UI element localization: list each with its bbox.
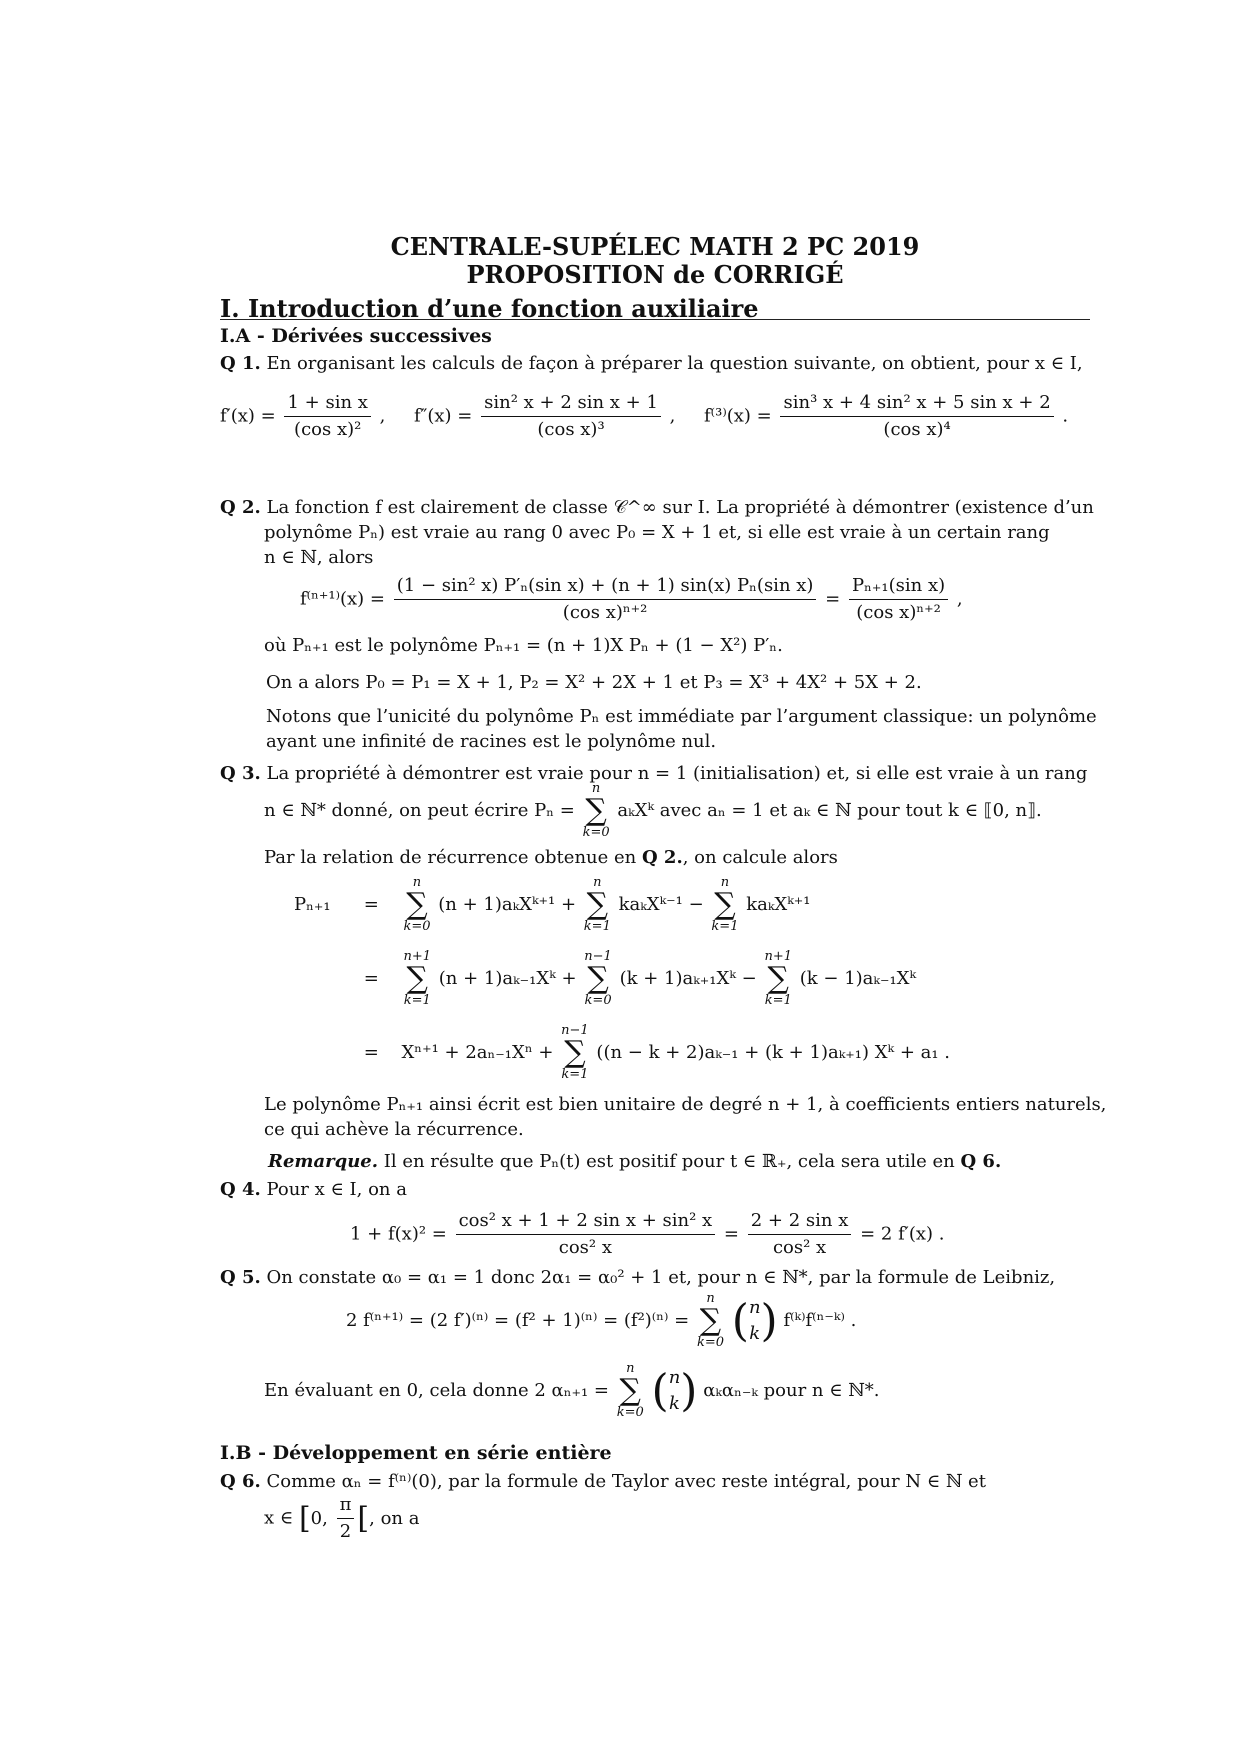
q3-row1-sum1 [403,876,430,934]
q3-row1-sum2 [584,876,611,934]
q6-line2a: x ∈ [264,1507,294,1529]
remark-text: Il en résulte que Pₙ(t) est positif pour t ∈ ℝ₊, cela sera utile en [383,1151,955,1172]
binom-top: n [748,1297,761,1318]
sigma: ∑ [767,961,789,996]
q5-sentence: On constate α₀ = α₁ = 1 donc 2α₁ = α₀² + 1 et, pour n ∈ ℕ*, par la formule de Leibniz, [266,1267,1056,1288]
q3-line4: Le polynôme Pₙ₊₁ ainsi écrit est bien unitaire de degré n + 1, à coefficients entiers naturels, [264,1094,1107,1115]
q3-eq-row2: = n+1 ∑ k=1 (n + 1)aₖ₋₁Xᵏ + n−1 ∑ k=0 (k + 1)aₖ₊₁Xᵏ − n+1 ∑ k=1 (k − 1)aₖ₋₁Xᵏ [363,949,917,1008]
q1-f1-num: 1 + sin x [284,390,370,417]
q6-label: Q 6. [220,1471,261,1492]
q2-eq-lhs: f⁽ⁿ⁺¹⁾(x) = [300,588,386,610]
q3-remark [268,1150,1001,1174]
lim: n+1 [403,949,432,964]
q3-row3-t2: ((n − k + 2)aₖ₋₁ + (k + 1)aₖ₊₁) Xᵏ + a₁ . [596,1042,951,1063]
q4-num1: cos² x + 1 + 2 sin x + sin² x [456,1208,716,1235]
q4-sentence: Pour x ∈ I, on a [266,1179,407,1200]
q1-f2-fraction [481,390,661,443]
q6-pi: π [337,1492,355,1519]
lim: n [626,1361,635,1376]
sum-lower: k=0 [582,825,610,840]
q5-binom: ( n k ) [731,1295,778,1347]
binom-top: n [668,1367,681,1388]
q1-f2-lhs: f″(x) = [414,405,473,427]
lim: k=1 [764,993,792,1008]
q3-line1-text: La propriété à démontrer est vraie pour n = 1 (initialisation) et, si elle est vraie à un rang [266,763,1088,784]
q3-eq-row1: Pₙ₊₁ = n ∑ k=0 (n + 1)aₖXᵏ⁺¹ + n ∑ k=1 kaₖXᵏ⁻¹ − n ∑ k=1 kaₖXᵏ⁺¹ [294,875,811,934]
q3-ref-q2: Q 2. [641,847,683,868]
q2-eq-num2: Pₙ₊₁(sin x) [849,573,948,600]
q5-eq-rhs: f⁽ᵏ⁾f⁽ⁿ⁻ᵏ⁾ . [783,1310,857,1331]
q2-line1-text: La fonction f est clairement de classe 𝒞^∞ sur I. La propriété à démontrer (existence d’un [266,497,1094,518]
q1-f1-den: (cos x)² [294,419,362,440]
q4-den2: cos² x [772,1237,827,1258]
sigma: ∑ [564,1035,586,1070]
q3-row1-lhs: Pₙ₊₁ [294,894,331,915]
q3-label: Q 3. [220,763,261,784]
q6-line2b: , on a [369,1508,420,1529]
q1-f3-lhs: f⁽³⁾(x) = [704,405,772,427]
q2-eq-den2: (cos x)ⁿ⁺² [856,602,941,623]
q3-row1-t2: kaₖXᵏ⁻¹ − [618,894,704,915]
sigma: ∑ [585,793,607,828]
sigma: ∑ [406,887,428,922]
lim: n [593,875,602,890]
q3-row2-sum1 [403,950,431,1008]
sigma: ∑ [699,1303,722,1338]
q4-eq-lhs: 1 + f(x)² = [350,1223,447,1245]
q4-text [220,1178,407,1202]
q3-eq-row3: = Xⁿ⁺¹ + 2aₙ₋₁Xⁿ + n−1 ∑ k=1 ((n − k + 2)aₖ₋₁ + (k + 1)aₖ₊₁) Xᵏ + a₁ . [363,1023,951,1082]
sigma: ∑ [714,887,736,922]
q3-row3-t1: Xⁿ⁺¹ + 2aₙ₋₁Xⁿ + [401,1042,554,1063]
q1-f2-den: (cos x)³ [537,419,605,440]
q5-line2a: En évaluant en 0, cela donne 2 αₙ₊₁ = [264,1380,609,1401]
remark-ref-q6: Q 6. [960,1151,1002,1172]
sigma: ∑ [587,961,609,996]
lim: k=1 [583,919,611,934]
q4-fraction1 [456,1208,716,1261]
q6-line1-text: Comme αₙ = f⁽ⁿ⁾(0), par la formule de Taylor avec reste intégral, pour N ∈ ℕ et [266,1471,986,1492]
q2-equation: f⁽ⁿ⁺¹⁾(x) = $\frac{\text{(1 − sin² x) P′ₙ(sin x) + (n + 1) sin(x) Pₙ(sin x)}}{\text{(cos x)ⁿ⁺²}}$ = $\frac{\text{Pₙ₊₁(sin x)}}{\text{(cos x)ⁿ⁺²}}$ , [300,573,963,626]
q2-eq-den: (cos x)ⁿ⁺² [562,602,648,623]
sigma: ∑ [619,1373,641,1408]
q1-f1-fraction [284,390,370,443]
q2-line1 [220,496,1094,520]
q1-label: Q 1. [220,353,261,374]
lim: k=1 [403,993,431,1008]
lim: k=0 [584,993,612,1008]
q6-line1 [220,1470,986,1494]
q3-row3-sum [561,1024,589,1082]
q1-text [220,352,1083,376]
q4-fraction2 [748,1208,852,1261]
q3-row2-t2: (k + 1)aₖ₊₁Xᵏ − [619,968,757,989]
q5-eq-lhs: 2 f⁽ⁿ⁺¹⁾ = (2 f′)⁽ⁿ⁾ = (f² + 1)⁽ⁿ⁾ = (f²)⁽ⁿ⁾ = [346,1310,690,1331]
subsection-b-heading: I.B - Développement en série entière [220,1442,612,1464]
q2-eq-num: (1 − sin² x) P′ₙ(sin x) + (n + 1) sin(x) Pₙ(sin x) [394,573,817,600]
lim: n−1 [561,1023,589,1038]
sigma: ∑ [406,961,428,996]
q5-label: Q 5. [220,1267,261,1288]
lim: n [720,875,730,890]
q3-row2-sum3 [764,950,792,1008]
q1-f2-num: sin² x + 2 sin x + 1 [481,390,661,417]
q3-line3b: , on calcule alors [682,847,838,868]
q3-row2-sum2 [584,950,612,1008]
q5-sum2 [617,1362,644,1420]
q3-line3 [264,846,838,870]
q5-line2 [264,1362,879,1420]
q2-line4: où Pₙ₊₁ est le polynôme Pₙ₊₁ = (n + 1)X Pₙ + (1 − X²) P′ₙ. [264,635,783,656]
doc-title-line1: CENTRALE-SUPÉLEC MATH 2 PC 2019 [390,232,920,261]
q3-row1-t1: (n + 1)aₖXᵏ⁺¹ + [438,894,577,915]
q5-binom2: ( n k ) [651,1365,698,1417]
q5-equation [346,1292,856,1350]
lim: k=0 [616,1405,644,1420]
lim: k=1 [561,1067,589,1082]
q4-num2: 2 + 2 sin x [748,1208,852,1235]
q3-line5: ce qui achève la récurrence. [264,1119,524,1140]
q3-row2-t3: (k − 1)aₖ₋₁Xᵏ [799,968,917,989]
section-heading: I. Introduction d’une fonction auxiliaire [220,294,759,323]
q5-text [220,1266,1055,1290]
q4-eq-rhs: = 2 f′(x) . [860,1223,945,1245]
lim: n−1 [584,949,612,964]
q3-line3a: Par la relation de récurrence obtenue en [264,847,637,868]
lim: n [412,875,422,890]
q2-eq-fraction1 [394,573,817,626]
lim: n [706,1291,715,1306]
q3-line2a: n ∈ ℕ* donné, on peut écrire Pₙ = [264,800,575,821]
q3-row1-t3: kaₖXᵏ⁺¹ [746,894,811,915]
lim: k=1 [711,919,739,934]
remark-label: Remarque. [268,1151,378,1172]
lim: k=0 [696,1335,725,1350]
q6-line2: x ∈ [0, $\frac{\pi}{2}$ [, on a [264,1492,419,1545]
q1-f3-den: (cos x)⁴ [883,419,951,440]
q5-line2b: αₖαₙ₋ₖ pour n ∈ ℕ*. [703,1380,880,1401]
q4-label: Q 4. [220,1179,261,1200]
q2-line7: ayant une infinité de racines est le polynôme nul. [266,731,717,752]
q1-f3-fraction [780,390,1053,443]
lim: k=0 [403,919,431,934]
q6-pi-over-2 [337,1492,355,1545]
q3-line2b: aₖXᵏ avec aₙ = 1 et aₖ ∈ ℕ pour tout k ∈ ⟦0, n⟧. [617,800,1042,821]
q3-row1-sum3 [711,876,738,934]
q3-sum-sign [583,782,610,840]
binom-bottom: k [669,1393,680,1414]
q4-equation: 1 + f(x)² = $\frac{\text{cos² x + 1 + 2 sin x + sin² x}}{\text{cos² x}}$ = $\frac{\text{2 + 2 sin x}}{\text{cos² x}}$ = 2 f′(x) . [350,1208,944,1261]
q2-line2: polynôme Pₙ) est vraie au rang 0 avec P₀ = X + 1 et, si elle est vraie à un certain rang [264,522,1050,543]
q2-label: Q 2. [220,497,261,518]
sum-upper: n [591,781,601,796]
lim: n+1 [764,949,792,964]
q4-den1: cos² x [558,1237,613,1258]
q2-line3: n ∈ ℕ, alors [264,547,374,568]
q1-equations: f′(x) = $\frac{\text{1 + sin x}}{\text{(cos x)²}}$ , f″(x) = $\frac{\text{sin² x + 2 sin x + 1}}{\text{(cos x)³}}$ , f⁽³⁾(x) = $\frac{\text{sin³ x + 4 sin² x + 5 sin x + 2}}{\text{(cos x)⁴}}$ . [220,390,1068,443]
q3-row2-t1: (n + 1)aₖ₋₁Xᵏ + [438,968,577,989]
q1-f3-num: sin³ x + 4 sin² x + 5 sin x + 2 [780,390,1053,417]
q1-sentence: En organisant les calculs de façon à préparer la question suivante, on obtient, pour x ∈ I, [266,353,1083,374]
q6-two: 2 [339,1521,352,1542]
doc-title-line2: PROPOSITION de CORRIGÉ [466,260,844,289]
binom-bottom: k [749,1323,761,1344]
q3-line2 [264,782,1042,840]
q2-eq-fraction2 [849,573,948,626]
q2-line5: On a alors P₀ = P₁ = X + 1, P₂ = X² + 2X + 1 et P₃ = X³ + 4X² + 5X + 2. [266,672,922,693]
q5-sum [697,1292,724,1350]
subsection-a-heading: I.A - Dérivées successives [220,325,492,347]
q1-f1-lhs: f′(x) = [220,405,276,427]
q2-line6: Notons que l’unicité du polynôme Pₙ est immédiate par l’argument classique: un polynôme [266,706,1097,727]
sigma: ∑ [586,887,609,922]
